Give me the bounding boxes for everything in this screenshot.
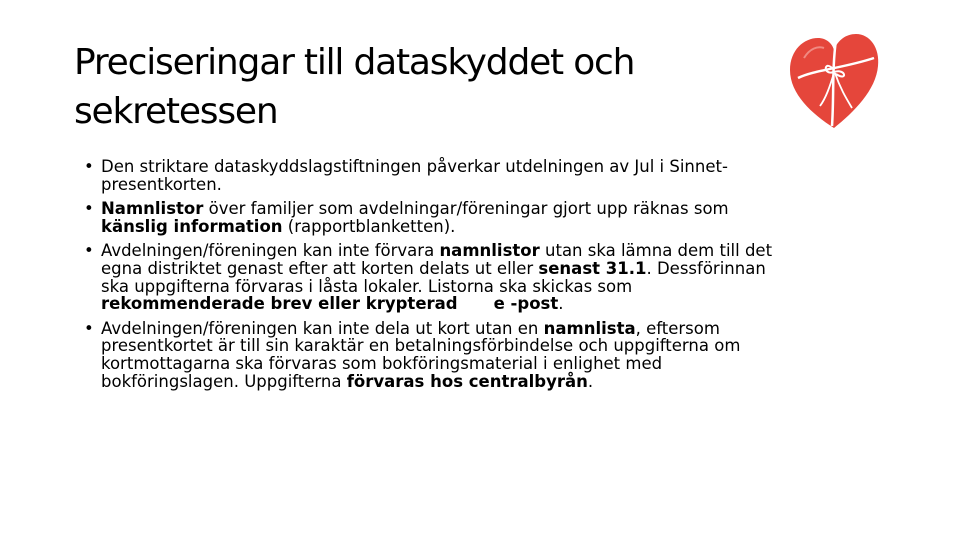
bold-text: senast 31.1 [538,258,647,278]
bullet-item [84,242,784,312]
bullet-text: Avdelningen/föreningen kan inte förvara [101,241,440,261]
bullet-text: . Dessförinnan ska uppgifterna förvaras i låsta lokaler. Listorna ska skickas som [101,258,766,296]
bullet-text: över familjer som avdelningar/föreningar gjort upp räknas som [203,199,729,219]
heart-with-ribbon-icon [784,28,884,138]
bullet-text: utan ska lämna dem till det egna distriktet genast efter att korten delats ut eller [101,241,773,278]
bold-text: känslig information [101,216,283,236]
bullet-text: . [558,294,564,314]
bold-text: namnlistor [439,241,540,261]
bullet-item [84,200,784,235]
bold-text: Namnlistor [101,199,204,219]
bullet-text: . [587,371,594,391]
bullet-text: Den striktare dataskyddslagstiftningen påverkar utdelningen av Jul i Sinnet-presentkorten. [101,157,728,194]
bullet-item [84,158,784,193]
bold-text: e -post [493,294,559,314]
bold-text: rekommenderade brev eller krypterad [101,294,458,314]
slide-title: Preciseringar till dataskyddet och sekretessen [74,42,635,132]
bullet-text: (rapportblanketten). [282,216,456,236]
bullet-text: , eftersom presentkortet är till sin karaktär en betalningsförbindelse och uppgifterna om kortmottagarna ska förvaras som bokföringsmaterial i enlighet med bokföringslagen. Uppgifterna [101,318,741,391]
bold-text: förvaras hos centralbyrån [346,371,588,391]
bullet-item [84,320,784,390]
bold-text: namnlista [543,318,636,338]
bullet-list [84,158,784,397]
bullet-text: Avdelningen/föreningen kan inte dela ut kort utan en [101,318,544,338]
